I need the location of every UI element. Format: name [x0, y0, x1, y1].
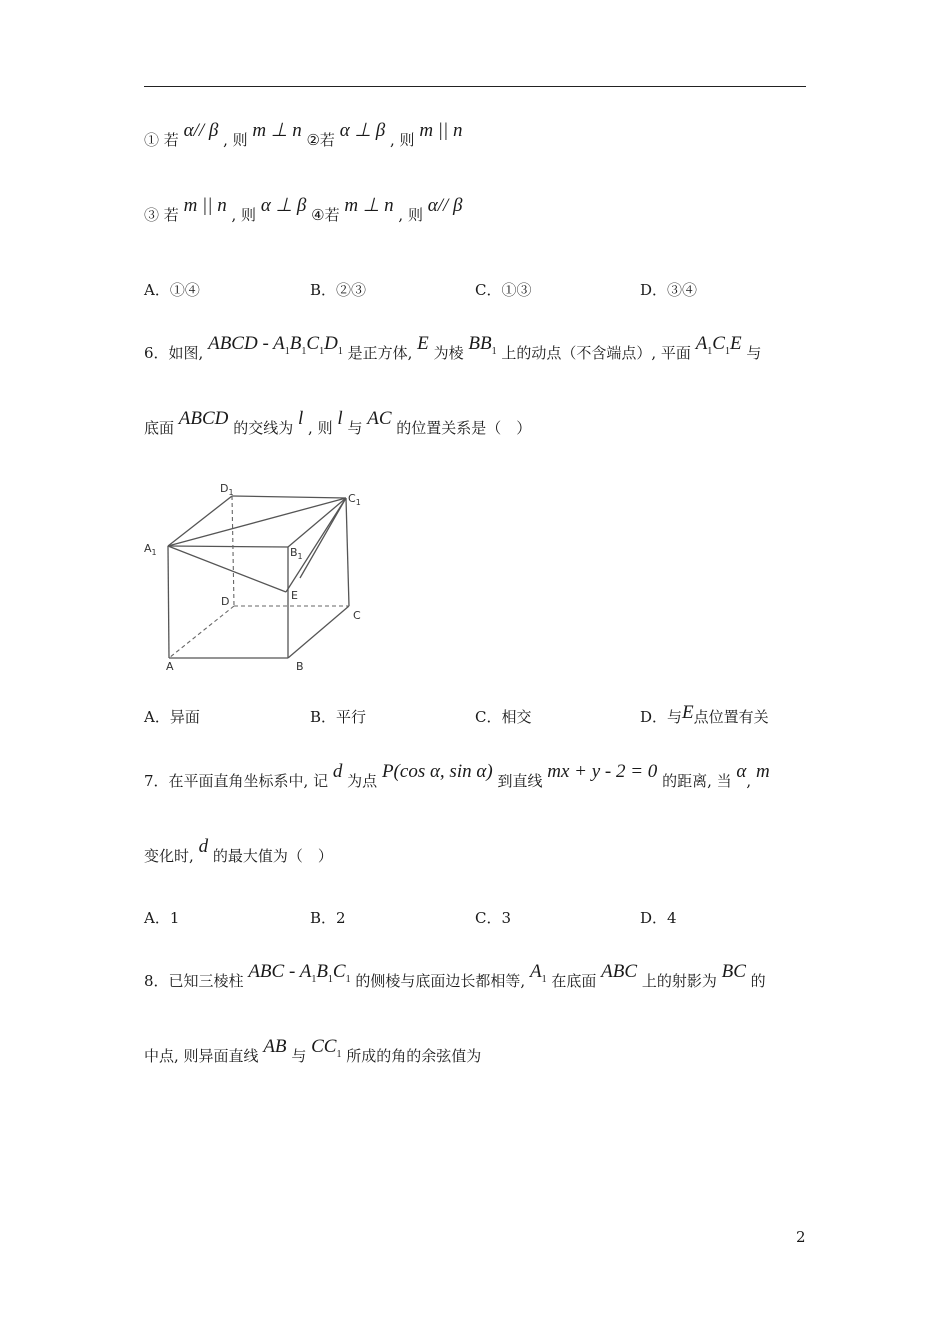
- q6-option-d: D．与E点位置有关: [640, 702, 769, 726]
- q7-option-c: C．3: [475, 909, 512, 927]
- q5-option-a: A．①④: [144, 281, 200, 299]
- q7-stem-line-2: 变化时, d 的最大值为（ ）: [144, 836, 333, 865]
- q5-option-c: C．①③: [475, 281, 532, 299]
- q6-option-c: C．相交: [475, 708, 532, 726]
- q5-items-line-2: ③ 若 m || n , 则 α ⊥ β ④若 m ⊥ n , 则 α// β: [144, 195, 463, 224]
- label-b1: $B_1$: [290, 546, 303, 561]
- label-c1: $C_1$: [348, 492, 361, 507]
- q6-stem-line-1: 6．如图, ABCD - $A_1B_1C_1D_1$ 是正方体, E 为棱 $BB_1$ 上的动点（不含端点）, 平面 $A_1C_1E$ 与: [144, 333, 762, 362]
- cube-figure: [140, 478, 380, 678]
- header-rule: [144, 86, 806, 87]
- page-number: 2: [796, 1228, 806, 1246]
- q7-option-d: D．4: [640, 909, 677, 927]
- label-d: D: [221, 595, 230, 608]
- q7-stem-line-1: 7．在平面直角坐标系中, 记 d 为点 P(cos α, sin α) 到直线 mx + y - 2 = 0 的距离, 当 α, m: [144, 761, 770, 790]
- q5-option-d: D．③④: [640, 281, 698, 299]
- label-b: B: [296, 660, 304, 673]
- q8-stem-line-2: 中点, 则异面直线 AB 与 $CC_1$ 所成的角的余弦值为: [144, 1036, 482, 1065]
- q8-stem-line-1: 8．已知三棱柱 ABC - $A_1B_1C_1$ 的侧棱与底面边长都相等, $A_1$ 在底面 ABC 上的射影为 BC 的: [144, 961, 766, 990]
- label-e: E: [291, 589, 298, 602]
- q7-option-a: A．1: [144, 909, 180, 927]
- q6-option-a: A．异面: [144, 708, 200, 726]
- label-d1: $D_1$: [220, 482, 234, 497]
- q6-stem-line-2: 底面 ABCD 的交线为 l , 则 l 与 AC 的位置关系是（ ）: [144, 408, 532, 437]
- q7-option-b: B．2: [310, 909, 346, 927]
- q5-items-line-1: ① 若 α// β , 则 m ⊥ n ②若 α ⊥ β , 则 m || n: [144, 120, 463, 149]
- label-c: C: [353, 609, 361, 622]
- label-a1: $A_1$: [144, 542, 157, 557]
- label-a: A: [166, 660, 174, 673]
- q5-option-b: B．②③: [310, 281, 367, 299]
- q6-option-b: B．平行: [310, 708, 367, 726]
